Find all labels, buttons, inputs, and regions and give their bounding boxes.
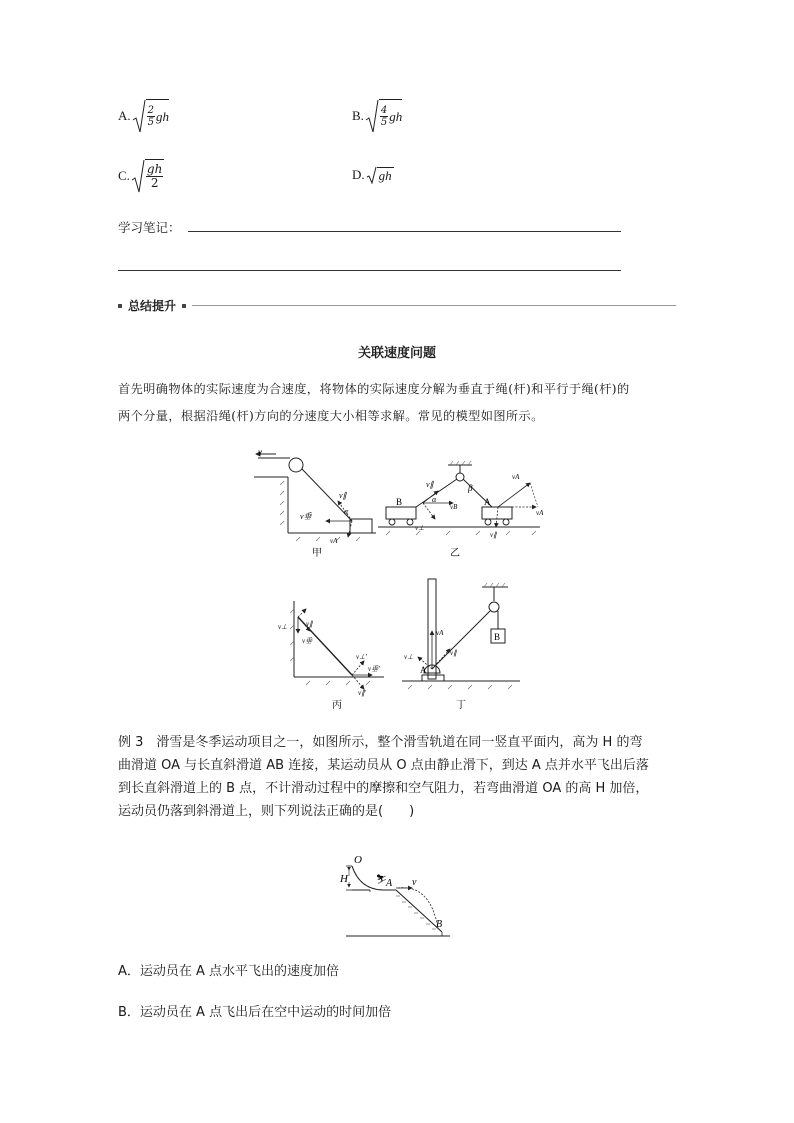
bing-vpar-label: v∥ — [306, 620, 313, 628]
intro-paragraph — [118, 376, 698, 430]
option-b-letter: B. — [352, 108, 364, 123]
notes-label: 学习笔记： — [118, 221, 181, 235]
yi-caption: 乙 — [450, 548, 460, 559]
ski-v-label: v — [412, 877, 417, 888]
option-a — [118, 98, 169, 134]
option-d — [352, 166, 394, 184]
option-b-num: 4 — [380, 105, 388, 116]
yi-vpar1-label: v∥ — [426, 480, 434, 489]
option-c-radical — [131, 158, 164, 194]
section-title: 关联速度问题 — [357, 345, 436, 360]
ski-h-label: H — [340, 873, 348, 885]
bing-vperp2-label: v⊥' — [356, 653, 367, 661]
sqrt-sign-icon — [132, 98, 146, 134]
option-a-den: 5 — [147, 117, 155, 128]
ski-o-label: O — [354, 854, 362, 866]
figure-yi — [378, 461, 544, 559]
example-3-text — [118, 731, 698, 823]
figure-ding — [402, 579, 520, 711]
option-b-radical — [365, 98, 402, 134]
example-line-1: 例 3 滑雪是冬季运动项目之一，如图所示，整个滑雪轨道在同一竖直平面内，高为 H 的弯 — [118, 735, 643, 750]
summary-heading: 总结提升 — [128, 299, 177, 313]
option-c-fraction — [146, 163, 163, 190]
bing-vb2-label: v垂' — [368, 665, 380, 673]
option-d-letter: D. — [352, 167, 365, 182]
ski-b-label: B — [436, 919, 443, 930]
figure-bing — [278, 601, 384, 711]
bing-vb-label: v垂 — [302, 637, 313, 645]
sqrt-sign-icon — [131, 158, 145, 194]
option-b-den: 5 — [380, 117, 388, 128]
ding-vperp-label: v⊥ — [404, 653, 414, 661]
example-line-3: 到长直斜滑道上的 B 点，不计滑动过程中的摩擦和空气阻力，若弯曲滑道 OA 的高 H 加倍， — [118, 781, 649, 796]
ski-a-label: A — [386, 878, 393, 889]
jia-alpha-label: α — [344, 507, 349, 516]
option-c-letter: C. — [118, 168, 130, 183]
yi-beta-label: β — [468, 483, 473, 493]
sqrt-sign-icon — [365, 98, 379, 134]
yi-va2-label: vA — [536, 509, 544, 517]
option-d-radical — [366, 166, 394, 184]
option-a-num: 2 — [147, 105, 155, 116]
yi-a-label: A — [484, 497, 491, 507]
option-c-den: 2 — [150, 176, 159, 190]
answer-option-a[interactable]: A．运动员在 A 点水平飞出的速度加倍 — [118, 964, 340, 979]
option-d-var: gh — [378, 167, 392, 183]
example-line-4: 运动员仍落到斜滑道上，则下列说法正确的是( ) — [118, 804, 415, 819]
notes-line-1[interactable] — [188, 231, 621, 232]
ski-track-figure — [330, 852, 460, 942]
jia-v-label: v — [258, 447, 262, 457]
bing-vperp-label: v⊥ — [278, 623, 288, 631]
option-a-radical — [132, 98, 169, 134]
velocity-models-figure — [240, 445, 570, 715]
jia-va-label: vA — [330, 537, 338, 545]
option-a-letter: A. — [118, 108, 131, 123]
yi-vb-label: vB — [450, 503, 458, 511]
square-bullet-icon — [118, 304, 122, 308]
intro-line-1: 首先明确物体的实际速度为合速度，将物体的实际速度分解为垂直于绳(杆)和平行于绳(杆)的 — [118, 382, 630, 396]
option-b-var: gh — [389, 108, 403, 124]
yi-alpha-label: α — [432, 495, 437, 504]
intro-line-2: 两个分量，根据沿绳(杆)方向的分速度大小相等求解。常见的模型如图所示。 — [118, 409, 544, 423]
option-b — [352, 98, 402, 134]
yi-b-label: B — [396, 497, 403, 507]
figure-jia — [254, 447, 376, 559]
option-b-fraction — [380, 105, 388, 128]
option-a-fraction — [147, 105, 155, 128]
ding-caption: 丁 — [456, 700, 466, 711]
example-line-2: 曲滑道 OA 与长直斜滑道 AB 连接，某运动员从 O 点由静止滑下，到达 A 点并水平飞出后落 — [118, 758, 649, 773]
notes-line-2[interactable] — [118, 270, 621, 271]
option-c — [118, 158, 164, 194]
yi-vpar2-label: v∥ — [490, 531, 497, 539]
option-c-num: gh — [146, 162, 163, 176]
jia-vpar-label: v∥ — [339, 491, 347, 500]
sqrt-sign-icon — [366, 166, 377, 184]
bing-vpar2-label: v∥' — [358, 689, 367, 697]
ding-va-label: vA — [436, 629, 444, 637]
jia-vperp-label: v垂 — [300, 512, 312, 521]
skier-icon: ⛷ — [376, 874, 388, 884]
yi-vperp1-label: v⊥ — [415, 524, 425, 532]
summary-section-header — [118, 297, 676, 314]
jia-caption: 甲 — [312, 548, 322, 559]
answer-option-b[interactable]: B．运动员在 A 点飞出后在空中运动的时间加倍 — [118, 1005, 392, 1020]
option-a-var: gh — [156, 108, 170, 124]
square-bullet-icon — [182, 304, 186, 308]
yi-va-label: vA — [512, 473, 520, 481]
ding-vpar-label: v∥ — [450, 649, 457, 657]
ding-b-label: B — [494, 632, 501, 642]
ding-a-label: A — [420, 665, 427, 675]
section-divider — [192, 305, 676, 306]
bing-caption: 丙 — [332, 700, 342, 711]
